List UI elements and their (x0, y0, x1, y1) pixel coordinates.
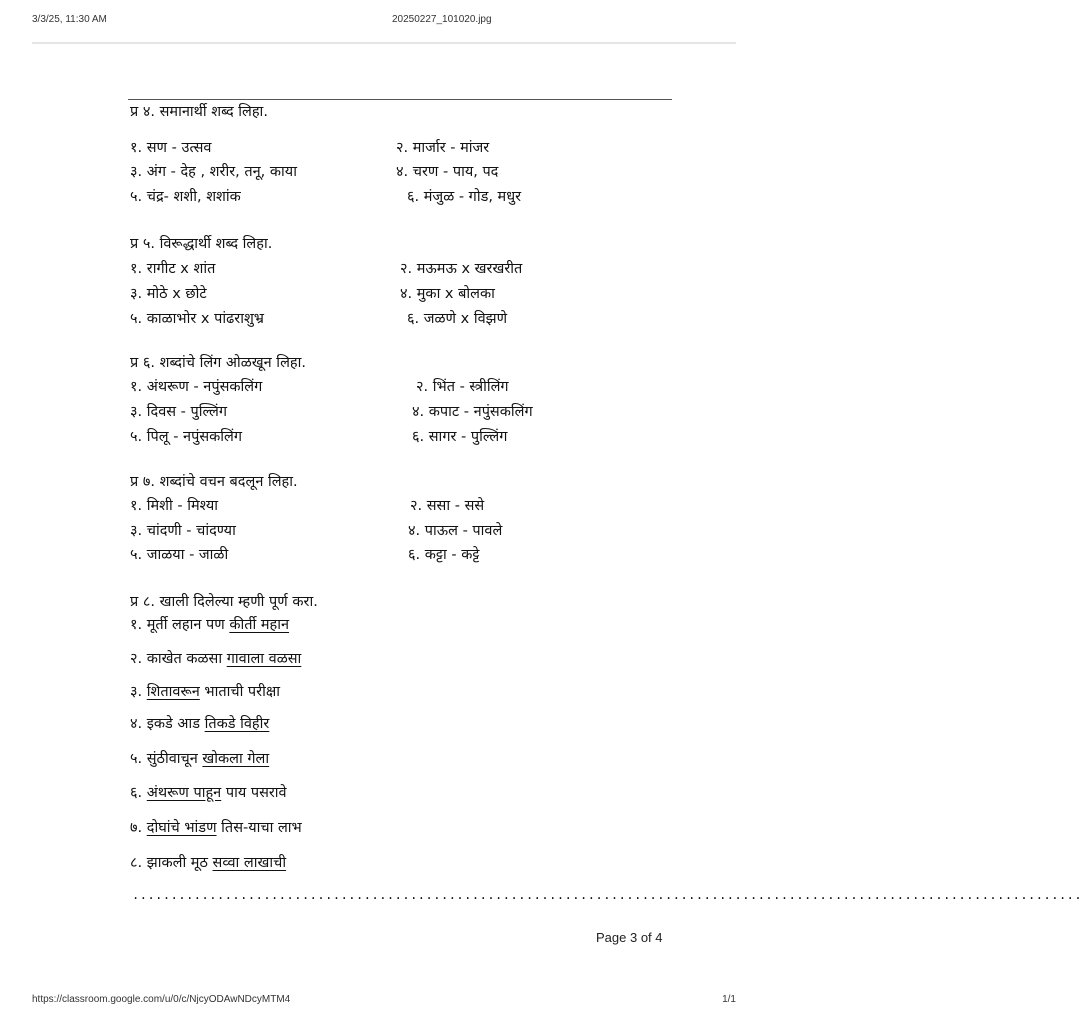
q8-proverb-8 (130, 853, 286, 873)
q8-proverb-7 (130, 818, 302, 838)
q5-item-3: ३. मोठे x छोटे (130, 286, 207, 302)
q8-proverb-5 (130, 749, 269, 769)
q6-item-3: ३. दिवस - पुल्लिंग (130, 404, 228, 420)
q4-item-3: ३. अंग - देह , शरीर, तनू, काया (130, 164, 297, 180)
q6-item-6: ६. सागर - पुल्लिंग (412, 429, 508, 445)
q8-proverb-6 (130, 783, 287, 803)
q5-item-6: ६. जळणे x विझणे (407, 311, 508, 327)
q7-item-4: ४. पाऊल - पावले (408, 523, 503, 539)
proverb-text: ४. इकडे आड (130, 716, 205, 732)
q4-item-6: ६. मंजुळ - गोड, मधुर (407, 189, 522, 205)
dotted-separator: ........................................................................................................................... (132, 888, 1082, 902)
q5-heading: प्र ५. विरूद्धार्थी शब्द लिहा. (130, 236, 273, 252)
q5-item-5: ५. काळाभोर x पांढराशुभ्र (130, 311, 264, 327)
proverb-answer: दोघांचे भांडण (146, 820, 217, 836)
q7-item-6: ६. कट्टा - कट्टे (408, 547, 480, 563)
print-footer (32, 994, 736, 1010)
q8-proverb-4 (130, 714, 269, 734)
top-rule (128, 99, 672, 100)
q7-item-2: २. ससा - ससे (410, 498, 485, 514)
print-url: https://classroom.google.com/u/0/c/NjcyODAwNDcyMTM4 (32, 994, 291, 1005)
proverb-text: ३. (130, 684, 147, 700)
q7-item-3: ३. चांदणी - चांदण्या (130, 523, 236, 539)
q4-item-5: ५. चंद्र- शशी, शशांक (130, 189, 241, 205)
proverb-text: १. मूर्ती लहान पण (130, 617, 230, 633)
proverb-text: भाताची परीक्षा (199, 684, 281, 700)
q8-proverb-2 (130, 649, 301, 669)
q6-item-4: ४. कपाट - नपुंसकलिंग (412, 404, 533, 420)
q4-item-1: १. सण - उत्सव (130, 140, 212, 156)
proverb-text: पाय पसरावे (221, 785, 287, 801)
q5-item-2: २. मऊमऊ x खरखरीत (400, 261, 523, 277)
proverb-answer: खोकला गेला (202, 751, 270, 767)
print-page-count: 1/1 (722, 994, 736, 1005)
proverb-answer: अंथरूण पाहून (146, 785, 222, 801)
q6-heading: प्र ६. शब्दांचे लिंग ओळखून लिहा. (130, 355, 306, 371)
q8-proverb-3 (130, 682, 280, 702)
q7-item-1: १. मिशी - मिश्या (130, 498, 219, 514)
q4-item-2: २. मार्जार - मांजर (396, 140, 490, 156)
proverb-text: ७. (130, 820, 147, 836)
proverb-answer: तिकडे विहीर (204, 716, 270, 732)
proverb-text: ६. (130, 785, 147, 801)
q8-heading: प्र ८. खाली दिलेल्या म्हणी पूर्ण करा. (130, 594, 318, 610)
q5-item-4: ४. मुका x बोलका (400, 286, 495, 302)
q6-item-5: ५. पिलू - नपुंसकलिंग (130, 429, 243, 445)
q6-item-2: २. भिंत - स्त्रीलिंग (416, 379, 509, 395)
proverb-answer: शितावरून (146, 684, 200, 700)
proverb-text: तिस-याचा लाभ (216, 820, 302, 836)
proverb-text: ८. झाकली मूठ (130, 855, 213, 871)
q4-item-4: ४. चरण - पाय, पद (396, 164, 499, 180)
q5-item-1: १. रागीट x शांत (130, 261, 216, 277)
proverb-answer: गावाला वळसा (226, 651, 302, 667)
q4-heading: प्र ४. समानार्थी शब्द लिहा. (130, 104, 268, 120)
proverb-text: ५. सुंठीवाचून (130, 751, 203, 767)
proverb-answer: कीर्ती महान (229, 617, 290, 633)
proverb-answer: सव्वा लाखाची (212, 855, 287, 871)
print-datetime: 3/3/25, 11:30 AM (32, 14, 107, 25)
q6-item-1: १. अंथरूण - नपुंसकलिंग (130, 379, 263, 395)
page-number: Page 3 of 4 (596, 930, 663, 945)
q7-item-5: ५. जाळया - जाळी (130, 547, 229, 563)
q7-heading: प्र ७. शब्दांचे वचन बदलून लिहा. (130, 474, 298, 490)
q8-proverb-1 (130, 615, 289, 635)
print-filename: 20250227_101020.jpg (392, 14, 492, 25)
proverb-text: २. काखेत कळसा (130, 651, 227, 667)
